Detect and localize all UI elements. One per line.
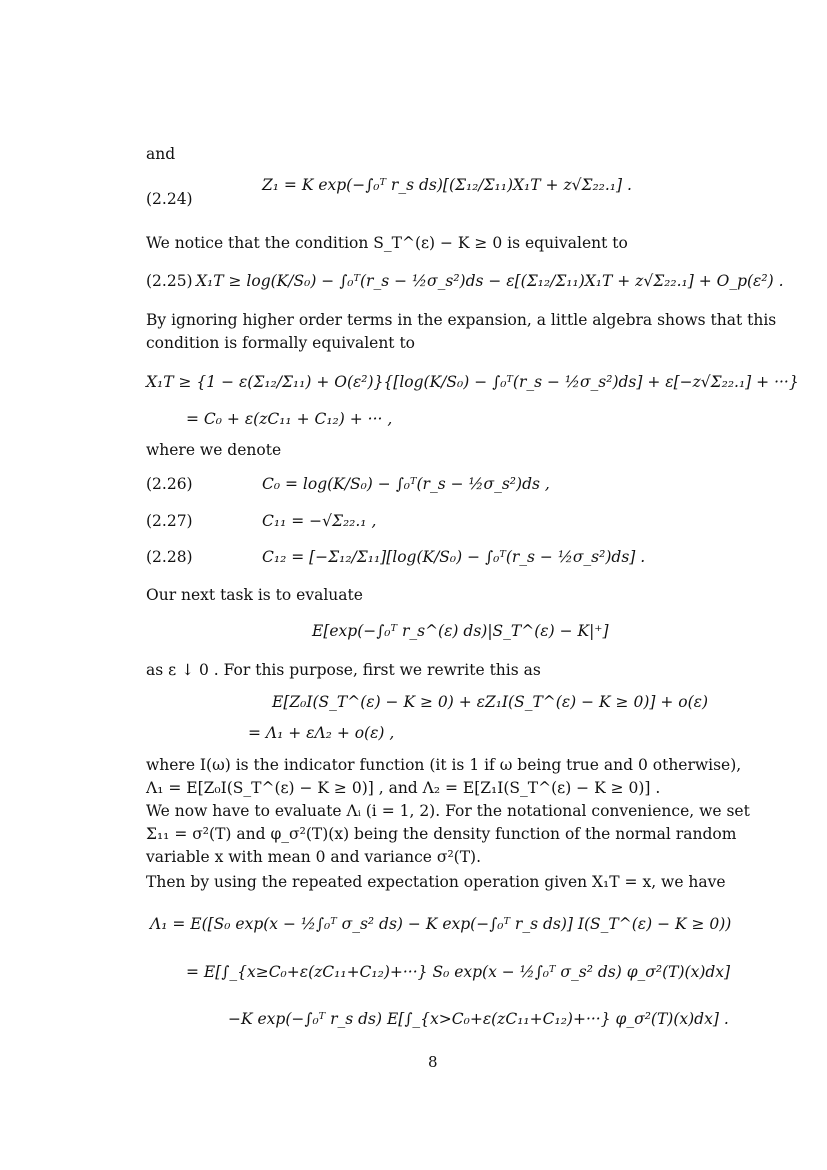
- text-next-task: Our next task is to evaluate: [146, 586, 363, 604]
- eq-number-2-28: (2.28): [146, 548, 193, 566]
- equation-2-24-text: Z₁ = K exp(−∫₀ᵀ r_s ds)[(Σ₁₂/Σ₁₁)X₁T + z√Σ₂₂.₁] .: [262, 176, 632, 194]
- eq-number-2-27: (2.27): [146, 512, 193, 530]
- text-now-have-line2: Σ₁₁ = σ²(T) and φ_σ²(T)(x) being the density function of the normal random: [146, 825, 737, 843]
- equation-2-27: C₁₁ = −√Σ₂₂.₁ ,: [262, 512, 377, 530]
- text-indicator-line2: Λ₁ = E[Z₀I(S_T^(ε) − K ≥ 0)] , and Λ₂ = E[Z₁I(S_T^(ε) − K ≥ 0)] .: [146, 779, 661, 797]
- equation-lambda1-line1: Λ₁ = E([S₀ exp(x − ½∫₀ᵀ σ_s² ds) − K exp(−∫₀ᵀ r_s ds)] I(S_T^(ε) − K ≥ 0)): [150, 915, 732, 933]
- equation-inequality-line2: = C₀ + ε(zC₁₁ + C₁₂) + ··· ,: [186, 410, 393, 428]
- text-ignoring-line2: condition is formally equivalent to: [146, 334, 416, 352]
- equation-rewrite-line2: = Λ₁ + εΛ₂ + o(ε) ,: [248, 724, 395, 742]
- text-ignoring-line1: By ignoring higher order terms in the expansion, a little algebra shows that this: [146, 311, 777, 329]
- equation-rewrite-line1: E[Z₀I(S_T^(ε) − K ≥ 0) + εZ₁I(S_T^(ε) − K ≥ 0)] + o(ε): [272, 693, 709, 711]
- equation-lambda1-line3: −K exp(−∫₀ᵀ r_s ds) E[∫_{x>C₀+ε(zC₁₁+C₁₂)+···} φ_σ²(T)(x)dx] .: [228, 1010, 729, 1028]
- text-now-have-line3: variable x with mean 0 and variance σ²(T).: [146, 848, 482, 866]
- text-where-denote: where we denote: [146, 441, 282, 459]
- equation-2-28: C₁₂ = [−Σ₁₂/Σ₁₁][log(K/S₀) − ∫₀ᵀ(r_s − ½σ_s²)ds] .: [262, 548, 646, 566]
- equation-inequality-line1: X₁T ≥ {1 − ε(Σ₁₂/Σ₁₁) + O(ε²)}{[log(K/S₀) − ∫₀ᵀ(r_s − ½σ_s²)ds] + ε[−z√Σ₂₂.₁] + ···}: [146, 373, 799, 391]
- text-now-have-line1: We now have to evaluate Λᵢ (i = 1, 2). For the notational convenience, we set: [146, 802, 750, 820]
- equation-evaluate: E[exp(−∫₀ᵀ r_s^(ε) ds)|S_T^(ε) − K|⁺]: [312, 622, 609, 640]
- page-number: 8: [428, 1053, 438, 1071]
- equation-2-26: C₀ = log(K/S₀) − ∫₀ᵀ(r_s − ½σ_s²)ds ,: [262, 475, 550, 493]
- text-and: and: [146, 145, 176, 163]
- equation-lambda1-line2: = E[∫_{x≥C₀+ε(zC₁₁+C₁₂)+···} S₀ exp(x − ½∫₀ᵀ σ_s² ds) φ_σ²(T)(x)dx]: [186, 963, 731, 981]
- text-as-epsilon: as ε ↓ 0 . For this purpose, first we rewrite this as: [146, 661, 541, 679]
- text-notice: We notice that the condition S_T^(ε) − K ≥ 0 is equivalent to: [146, 234, 628, 252]
- eq-number-2-25: (2.25): [146, 272, 193, 290]
- eq-number-2-24: (2.24): [146, 190, 193, 208]
- equation-2-24: [262, 176, 632, 194]
- text-then: Then by using the repeated expectation operation given X₁T = x, we have: [146, 873, 726, 891]
- text-indicator-line1: where I(ω) is the indicator function (it is 1 if ω being true and 0 otherwise),: [146, 756, 742, 774]
- eq-number-2-26: (2.26): [146, 475, 193, 493]
- equation-2-25: X₁T ≥ log(K/S₀) − ∫₀ᵀ(r_s − ½σ_s²)ds − ε[(Σ₁₂/Σ₁₁)X₁T + z√Σ₂₂.₁] + O_p(ε²) .: [196, 272, 784, 290]
